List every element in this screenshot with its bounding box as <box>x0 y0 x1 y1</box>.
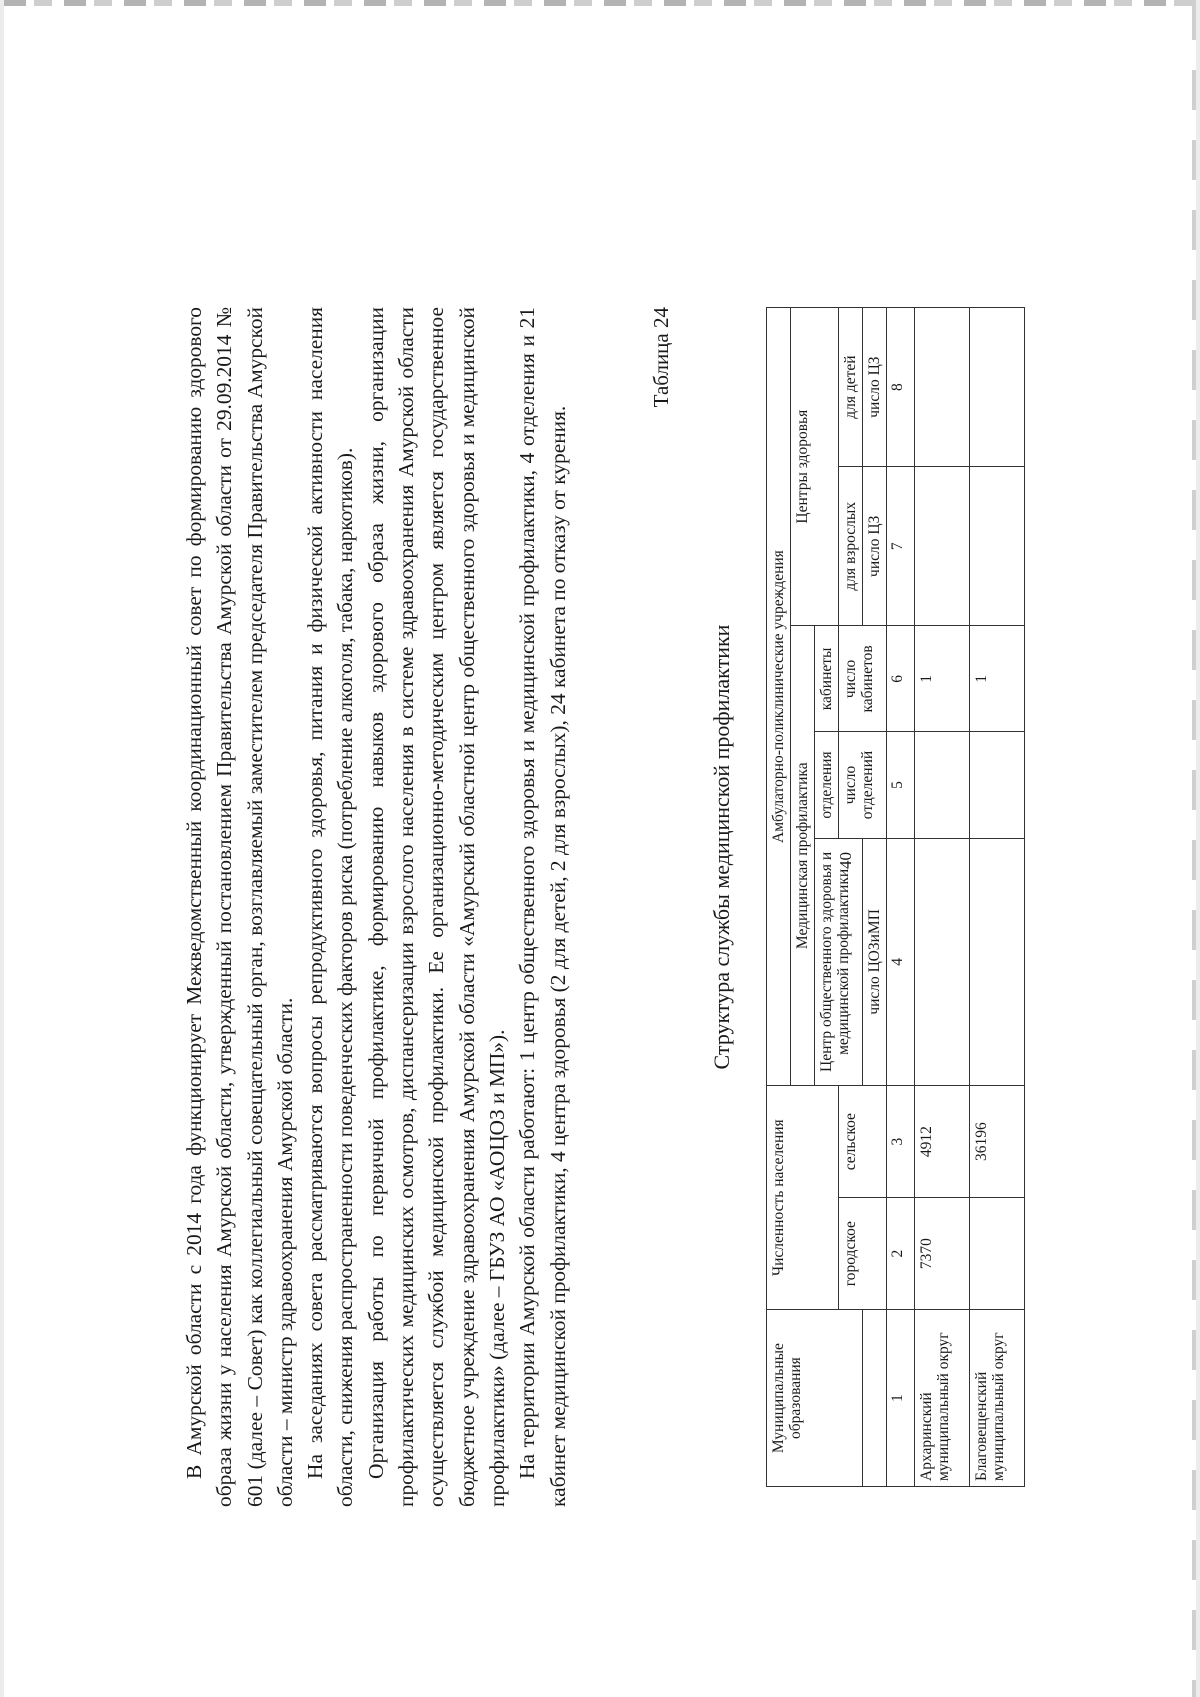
row-hc-adults <box>970 467 1025 626</box>
header-health-centers: Центры здоровья <box>791 308 839 626</box>
column-number: 7 <box>887 467 915 626</box>
row-offices: 1 <box>915 626 970 732</box>
column-number: 4 <box>887 838 915 1086</box>
header-count-czozimp: число ЦОЗиМП <box>863 838 887 1086</box>
paragraph: Организация работы по первичной профилактике, формированию навыков здорового образа жизни, организации профилактических медицинских осмотров, диспансеризации взрослого населения в системе здравоохранения Амурской области осуществляется службой медицинской профилактики. Ее организационно-методическим центром является государственное бюджетное учреждение здравоохранения Амурской области «Амурский областной центр общественного здоровья и медицинской профилактики» (далее – ГБУЗ АО «АОЦОЗ и МП»). <box>363 307 509 1507</box>
header-municipal-continued <box>863 1310 887 1487</box>
row-hc-children <box>970 308 1025 467</box>
row-czozimp <box>970 838 1025 1086</box>
header-count-departments: число отделений <box>839 732 887 838</box>
column-number: 5 <box>887 732 915 838</box>
paragraph: На заседаниях совета рассматриваются вопросы репродуктивного здоровья, питания и физической активности населения области, снижения распространенности поведенческих факторов риска (потребление алкоголя, табака, наркотиков). <box>303 307 358 1507</box>
row-departments <box>970 732 1025 838</box>
prevention-structure-table <box>766 307 1025 1487</box>
column-number: 2 <box>887 1198 915 1310</box>
row-rural: 36196 <box>970 1086 1025 1198</box>
header-count-hc-children: число ЦЗ <box>863 308 887 467</box>
column-number: 1 <box>887 1310 915 1487</box>
header-count-offices: число кабинетов <box>839 626 887 732</box>
header-for-adults: для взрослых <box>839 467 863 626</box>
table-number: Таблица 24 <box>649 307 673 408</box>
table-title: Структура службы медицинской профилактики <box>709 624 734 1070</box>
scanned-page <box>4 0 1196 1697</box>
row-municipality: Архаринский муниципальный округ <box>915 1310 970 1487</box>
header-med-prevention: Медицинская профилактика <box>791 626 815 1086</box>
paragraph: В Амурской области с 2014 года функционирует Межведомственный координационный совет по формированию здорового образа жизни у населения Амурской области, утвержденный постановлением Правительства Амурской области от 29.09.2014 № 601 (далее – Совет) как коллегиальный совещательный орган, возглавляемый заместителем председателя Правительства Амурской области – министр здравоохранения Амурской области. <box>182 307 297 1507</box>
body-text <box>179 307 573 1507</box>
row-urban <box>970 1198 1025 1310</box>
table-row <box>970 308 1025 1487</box>
row-municipality: Благовещенский муниципальный округ <box>970 1310 1025 1487</box>
header-public-health-center: Центр общественного здоровья и медицинской профилактики <box>815 838 863 1086</box>
row-hc-children <box>915 308 970 467</box>
header-urban: городское <box>839 1198 887 1310</box>
row-departments <box>915 732 970 838</box>
column-number: 6 <box>887 626 915 732</box>
header-rural: сельское <box>839 1086 887 1198</box>
header-departments: отделения <box>815 732 839 838</box>
row-rural: 4912 <box>915 1086 970 1198</box>
header-for-children: для детей <box>839 308 863 467</box>
header-municipal: Муниципальные образования <box>767 1310 863 1487</box>
header-population: Численность населения <box>767 1086 839 1310</box>
row-urban: 7370 <box>915 1198 970 1310</box>
header-outpatient: Амбулаторно-поликлинические учреждения <box>767 308 791 1086</box>
table-row <box>915 308 970 1487</box>
row-offices: 1 <box>970 626 1025 732</box>
column-number: 3 <box>887 1086 915 1198</box>
column-number: 8 <box>887 308 915 467</box>
header-count-hc-adults: число ЦЗ <box>863 467 887 626</box>
page-number: 40 <box>836 852 855 869</box>
header-offices: кабинеты <box>815 626 839 732</box>
row-czozimp <box>915 838 970 1086</box>
rotated-page-content <box>4 0 1196 1697</box>
row-hc-adults <box>915 467 970 626</box>
paragraph: На территории Амурской области работают: 1 центр общественного здоровья и медицинской профилактики, 4 отделения и 21 кабинет медицинской профилактики, 4 центра здоровья (2 для детей, 2 для взрослых), 24 кабинета по отказу от курения. <box>515 307 570 1507</box>
